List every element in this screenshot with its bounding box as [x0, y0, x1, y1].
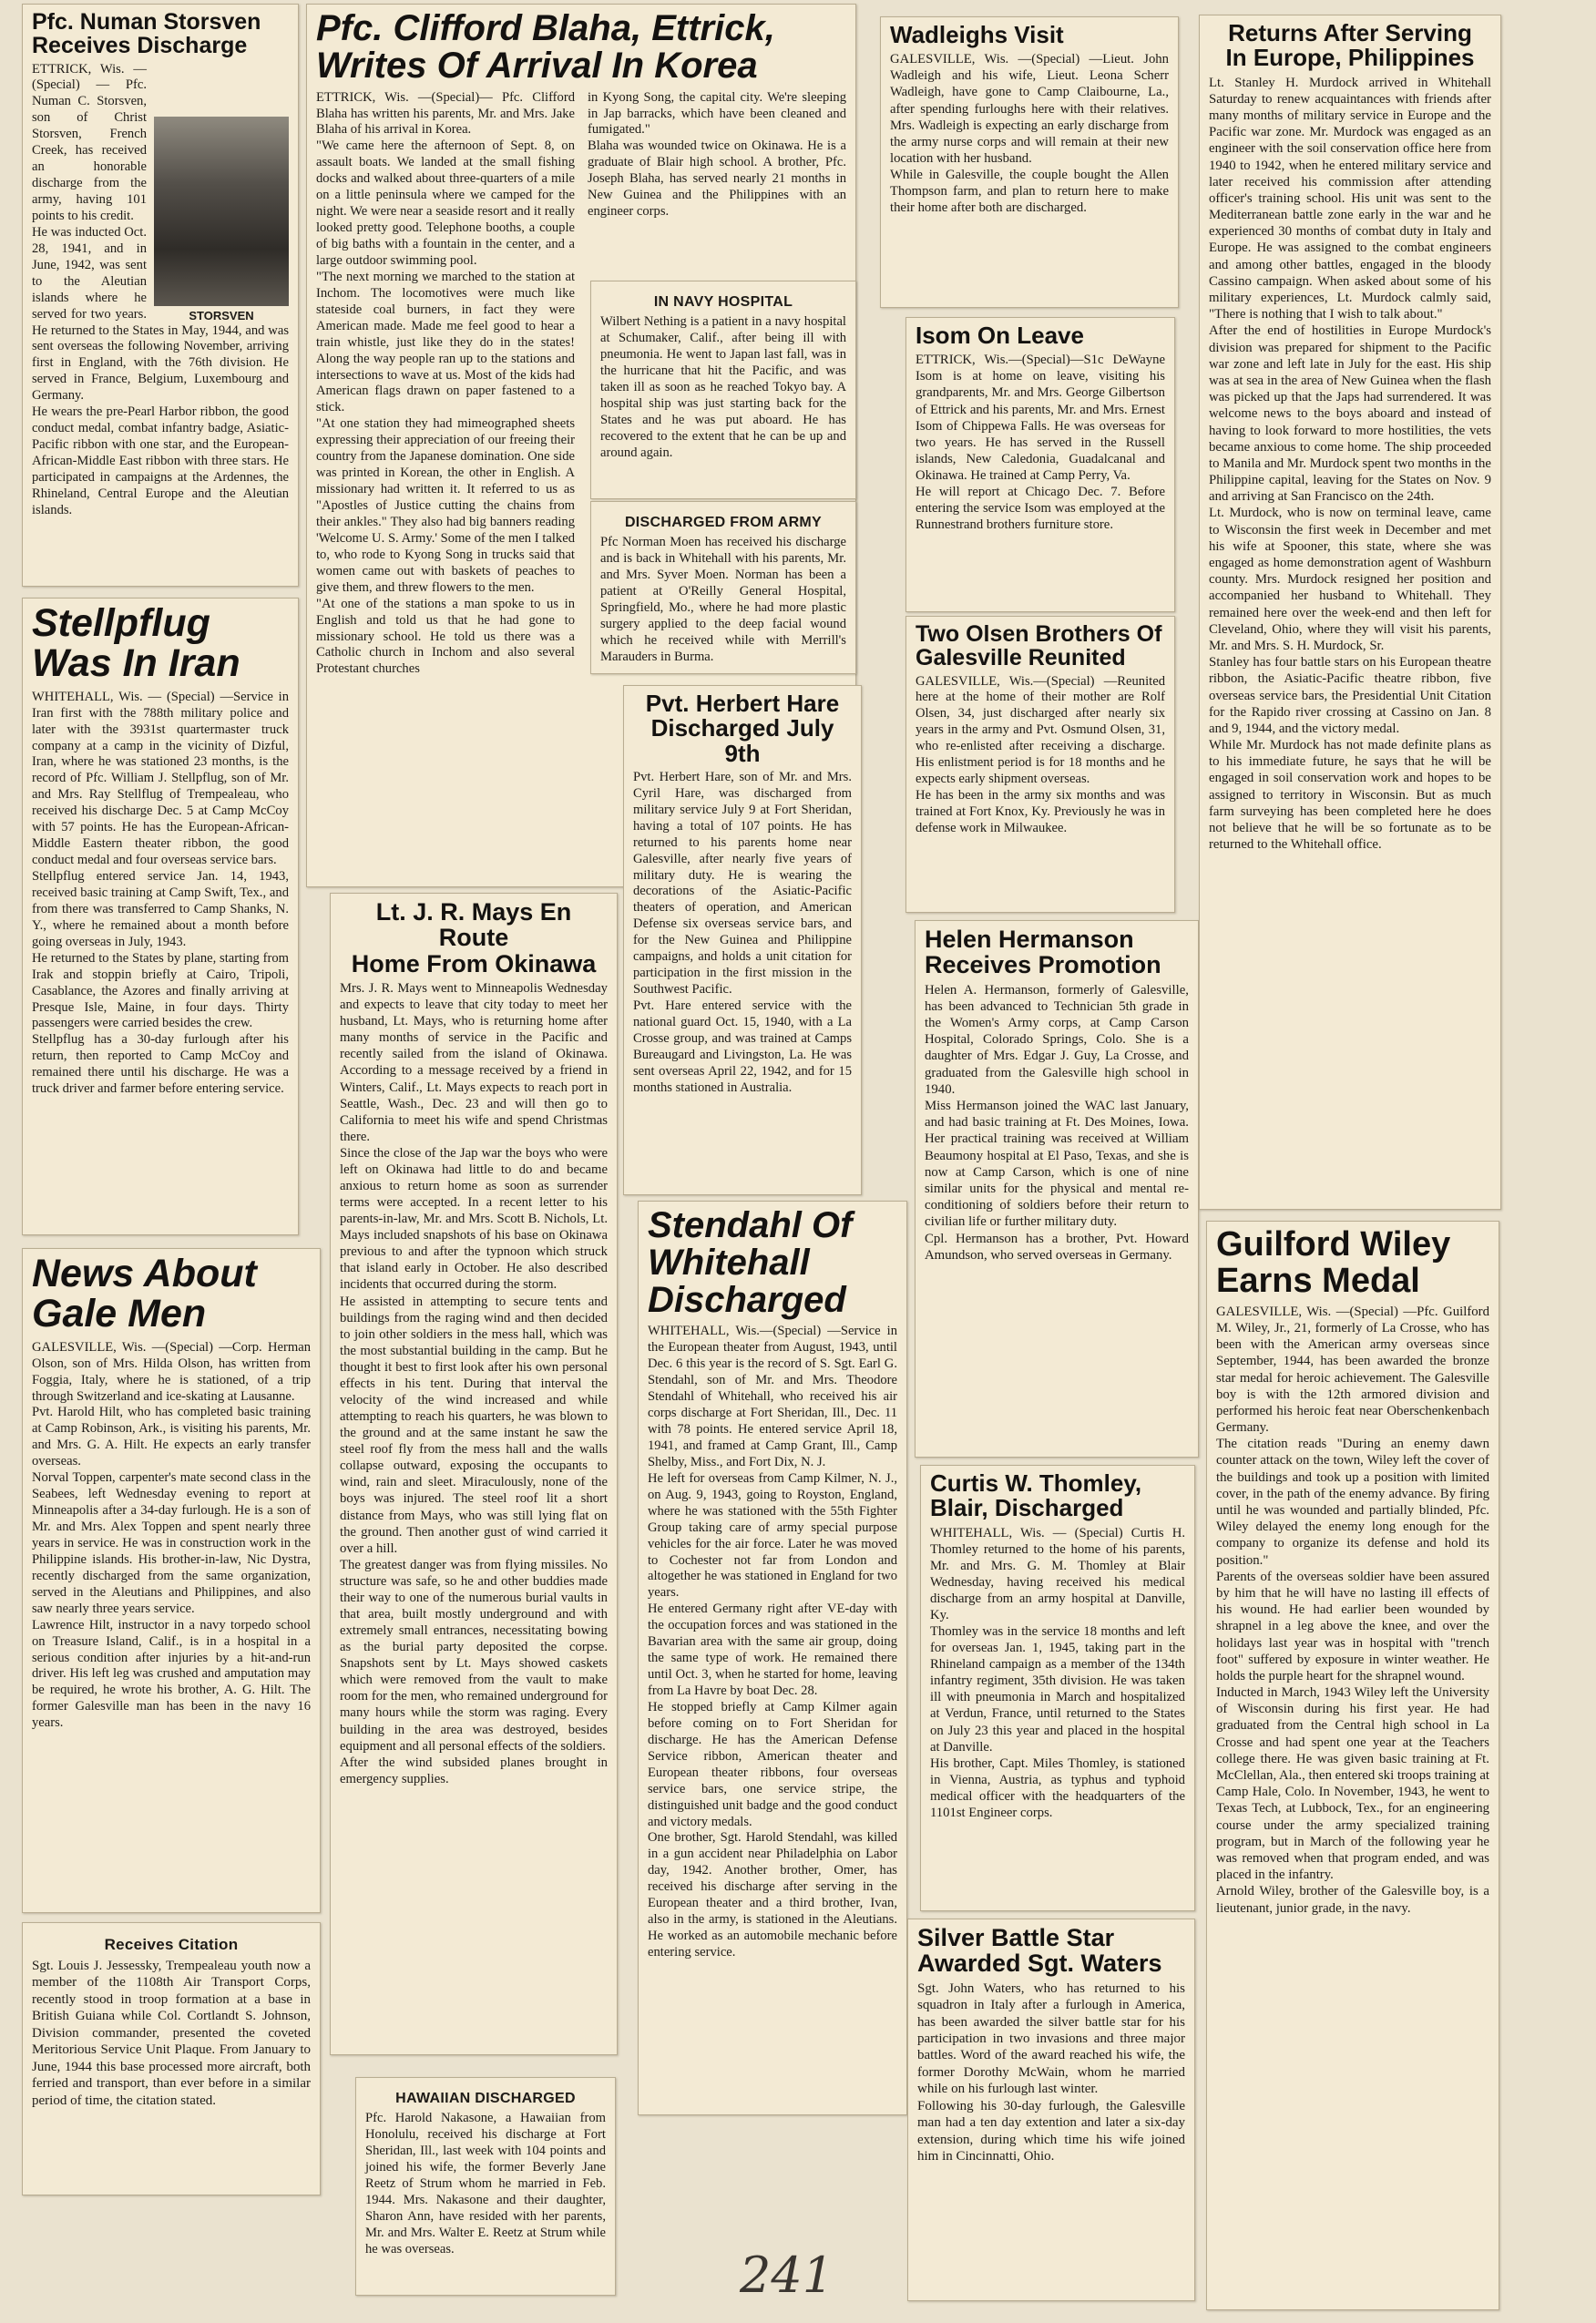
clipping-isom: [905, 317, 1175, 612]
article-body-olsen: GALESVILLE, Wis.—(Special) —Reunited here at the home of their mother are Rolf Olsen, 34, just discharged after nearly six years in the army and Pvt. Osmund Olsen, 31, who re-enlisted after receiving a discharge. His enlistment period is for 18 months and he expects early shipment overseas. He has been in the army six months and was trained at Fort Knox, Ky. Previously he was in defense work in Milwaukee.: [916, 673, 1165, 835]
article-body-waters: Sgt. John Waters, who has returned to his squadron in Italy after a furlough in America, has been awarded the silver battle star for his participation in two invasions and three major battles. Word of the award reached his wife, the former Dorothy McWain, whom he married while on his furlough last winter. Following his 30-day furlough, the Galesville man had a ten day extention and later a six-day extension, during which time his wife joined him in Cincinnatti, Ohio.: [917, 1980, 1185, 2164]
headline-wiley: Guilford Wiley Earns Medal: [1216, 1225, 1451, 1300]
clipping-mays: [330, 893, 618, 2055]
portrait-photo-storsven: [154, 117, 289, 322]
article-body-citation: Sgt. Louis J. Jessessky, Trempealeau youth now a member of the 1108th Air Transport Corps, recently stood in troop formation at a base in British Guiana while Col. Cortlandt S. Johnson, Division commander, presented the coveted Meritorious Service Unit Plaque. From January to June, 1944 this base processed more aircraft, both ferried and transport, than ever before in a similar period of time, the citation stated.: [32, 1959, 311, 2108]
article-body-murdock: Lt. Stanley H. Murdock arrived in Whitehall Saturday to renew acquaintances with friends after many months of military service in Europe and the Pacific war zone. Mr. Murdock was engaged as an engineer with the soil conservation office here from 1940 to 1942, when he entered military service and later received his commission after attending officer's training school. His unit was sent to the Mediterranean battle zone early in the war and he experienced 30 months of combat duty in Italy and Europe. He was assigned to the combat engineers and among other battles, engaged in the bloody Cassino campaign. When asked about some of his military experiences, Lt. Murdock calmly said, "There is nothing that I wish to talk about." After the end of hostilities in Europe Murdock's division was prepared for shipment to the Pacific war zone and left late in July for the east. His ship was at sea in the area of New Guinea when the flash was picked up that the Japs had surrendered. It was welcome news to the boys aboard and instead of having to look forward to more hostilities, the vets became anxious to come home. The ship proceeded to Manila and Mr. Murdock spent two months in the Philippine capital, leaving for the States on Nov. 9 and arriving at San Francisco on the 24th. Lt. Murdock, who is now on terminal leave, came to Wisconsin the first week in December and met his wife at Spooner, this state, where she was engaged as home demonstration agent of Washburn county. Mrs. Murdock resigned her position and accompanied her husband to Whitehall. They remained here over the week-end and then left for Cleveland, Ohio, where they will visit his parents, Mr. and Mrs. S. H. Murdock, Sr. Stanley has four battle stars on his European theatre ribbon, the Asiatic-Pacific theatre ribbon, five overseas service bars, the Presidential Unit Citation for the Rapido river crossing at Cassino on Jan. 8 and 9, 1944, and the victory medal. While Mr. Murdock has not made definite plans as to his immediate future, he says that he will be engaged in soil conservation work and hopes to be assigned to territory in Wisconsin. But as much farm surveying has been completed here he does not believe that he will be so fortunate as to be returned to the Whitehall office.: [1209, 75, 1491, 853]
headline-gale-men: News About Gale Men: [32, 1252, 257, 1335]
clipping-stendahl: [638, 1201, 907, 2115]
headline-nakasone: HAWAIIAN DISCHARGED: [395, 2091, 576, 2106]
headline-thomley: Curtis W. Thomley, Blair, Discharged: [930, 1469, 1142, 1522]
article-body-stellpflug: WHITEHALL, Wis. — (Special) —Service in Iran first with the 788th military police and later with the 3931st quartermaster truck company at a camp in the vicinity of Dizful, Iran, where he was stationed 23 months, is the record of Pfc. William J. Stellpflug, son of Mr. and Mrs. Ray Stellflug of Trempealeau, who received his discharge Dec. 5 at Camp McCoy with 57 points. He has the European-African-Middle Eastern theater ribbon, the good conduct medal and four overseas service bars. Stellpflug entered service Jan. 14, 1943, received basic training at Camp Swift, Tex., and from there was transferred to Camp Shanks, N. Y., where he remained about a month before going overseas in July, 1943. He returned to the States by plane, starting from Irak and stoppin briefly at Cairo, Tripoli, Casablance, the Azores and finally arriving at Presque Isle, Maine, in four days. Thirty passengers were carried besides the crew. Stellpflug has a 30-day furlough after his return, then reported to Camp McCoy and remained there until his discharge. He was a truck driver and farmer before entering service.: [32, 689, 289, 1097]
article-body-moen: Pfc Norman Moen has received his discharge and is back in Whitehall with his parents, Mr. and Mrs. Syver Moen. Norman has been a patient at O'Reilly General Hospital, Springfield, Mo., where he had more plastic surgery applied to the deep facial wound which he received while with Merrill's Marauders in Burma.: [600, 535, 846, 664]
clipping-storsven: [22, 4, 299, 587]
photo-caption-storsven: STORSVEN: [189, 308, 254, 322]
article-body-thomley: WHITEHALL, Wis. — (Special) Curtis H. Thomley returned to the home of his parents, Mr. and Mrs. G. M. Thomley at Blair Wednesday, having received his medical discharge from an army hospital at Danville, Ky. Thomley was in the service 18 months and left for overseas Jan. 1, 1945, taking part in the Rhineland campaign as a member of the 134th infantry regiment, 35th division. He was taken ill with pneumonia in March and hospitalized at Verdun, France, until returned to the States on July 23 this year and placed in the hospital at Danville. His brother, Capt. Miles Thomley, is stationed in Vienna, Austria, as typhus and typhoid medical officer with the headquarters of the 1101st Engineer corps.: [930, 1525, 1185, 1820]
headline-mays: Lt. J. R. Mays En Route Home From Okinawa: [351, 898, 597, 977]
article-body-navy-hospital: Wilbert Nething is a patient in a navy hospital at Schumaker, Calif., after being ill with pneumonia. He went to Japan last fall, was in the hurricane that hit the Pacific, and was taken ill as soon as he reached Tokyo bay. A hospital ship was just starting back for the States and he was put aboard. He has recovered to the extent that he can be up and around again.: [600, 314, 846, 460]
clipping-stellpflug: [22, 598, 299, 1235]
clipping-wiley: [1206, 1221, 1499, 2310]
clipping-nakasone: [355, 2077, 616, 2296]
headline-storsven: Pfc. Numan Storsven Receives Discharge: [32, 9, 261, 59]
article-body-hare: Pvt. Herbert Hare, son of Mr. and Mrs. Cyril Hare, was discharged from military service July 9 at Fort Sheridan, having a total of 107 points. He has returned to his parents home near Galesville, after nearly five years of military duty. He is wearing the decorations of the Asiatic-Pacific theaters of operation, and American Defense six overseas service bars, and for the New Guinea and Philippine campaigns, and holds a unit citation for participation in the first mission in the Southwest Pacific. Pvt. Hare entered service with the national guard Oct. 15, 1940, with a La Crosse group, and was trained at Camps Bureaugard and Livingston, La. He was sent overseas April 22, 1942, and for 15 months stationed in Australia.: [633, 769, 852, 1095]
article-body-mays: Mrs. J. R. Mays went to Minneapolis Wednesday and expects to leave that city today to meet her husband, Lt. Mays, who is returning home after many months of service in the Pacific and recently sailed from the island of Okinawa. According to a message received by a friend in Winters, Calif., Lt. Mays expects to reach port in Seattle, Wash., Dec. 23 and will then go to California to meet his wife and spend Christmas there. Since the close of the Jap war the boys who were left on Okinawa had little to do and became anxious to return home as soon as surrender terms were accepted. In a recent letter to his parents-in-law, Mr. and Mrs. Scott B. Nichols, Lt. Mays included snapshots of his base on Okinawa previous to and after the typnoon which struck that island early in October. He also described incidents that occurred during the storm. He assisted in attempting to secure tents and buildings from the raging wind and then decided to join other soldiers in the mess hall, which was the most substantial building in the camp. But he thought it best to first look after his own personal effects in his tent. During that interval the velocity of the wind increased and while attempting to reach his quarters, he was blown to the ground and at the same instant he saw the steel roof fly from the mess hall and the walls collapse outward, exposing the occupants to wind, rain and sleet. Miraculously, none of the boys was injured. The steel roof lit a short distance from Mays, who was still lying flat on the ground. Then another gust of wind carried it over a hill. The greatest danger was from flying missiles. No structure was safe, so he and other buddies made their way to one of the numerous burial vaults in that area, built mostly underground and with extremely small entrances, necessitating bowing as the burial party deposited the corpse. Snapshots sent by Lt. Mays showed caskets which were removed from the vault to make room for the men, who remained underground for many hours while the storm was raging. Every building in the area was destroyed, besides equipment and all personal effects of the soldiers. After the wind subsided planes brought in emergency supplies.: [340, 981, 608, 1786]
clipping-olsen: [905, 616, 1175, 913]
clipping-thomley: [920, 1465, 1195, 1911]
headline-isom: Isom On Leave: [916, 322, 1084, 349]
clipping-hermanson: [915, 920, 1199, 1458]
article-body-isom: ETTRICK, Wis.—(Special)—S1c DeWayne Isom is at home on leave, visiting his grandparents, Mr. and Mrs. George Gilbertson of Ettrick and his parents, Mr. and Mrs. Ernest Isom of Chippewa Falls. He was overseas for two years. He has served in the Russell islands, New Caledonia, Guadalcanal and Okinawa. He trained at Camp Perry, Va. He will report at Chicago Dec. 7. Before entering the service Isom was employed at the Runnestrand brothers furniture store.: [916, 353, 1165, 533]
headline-stellpflug: Stellpflug Was In Iran: [32, 601, 240, 685]
clipping-murdock: [1199, 15, 1501, 1210]
headline-waters: Silver Battle Star Awarded Sgt. Waters: [917, 1924, 1162, 1978]
clipping-navy-hospital: [590, 281, 856, 499]
headline-wadleigh: Wadleighs Visit: [890, 21, 1064, 48]
clipping-gale-men: [22, 1248, 321, 1913]
article-body-blaha-col1: ETTRICK, Wis. —(Special)— Pfc. Clifford Blaha has written his parents, Mr. and Mrs. Jake Blaha of his arrival in Korea. "We came here the afternoon of Sept. 8, on assault boats. We landed at the small fishing docks and walked about three-quarters of a mile on a little peninsula where we camped for the night. We were near a seaside resort and it really looked pretty good. Telephone booths, a couple of big baths with a fountain in the center, and a large outdoor swimming pool. "The next morning we marched to the station at Inchom. The locomotives were much like stateside coal burners, in fact they were American made. Made me feel good to hear a train whistle, just like they do in the states! Along the way people ran up to the stations and intersections to wave at us. Most of the kids had American flags drawn on paper fastened to a stick. "At one station they had mimeographed sheets expressing their appreciation of our freeing their country from the Japanese domination. One side was printed in Korean, the other in English. A missionary had written it. It referred to us as "Apostles of Justice cutting the chains from their ankles." They also had big banners reading 'Welcome U. S. Army.' Some of the men I talked to, who rode to Kyong Song in trucks said that women came out with baskets of peaches to give them, and threw flowers to the men. "At one of the stations a man spoke to us in English and told us that he had gone to missionary school. He told us there was a Catholic church in Inchom and also several Protestant churches: [316, 89, 575, 677]
page-number: 241: [740, 2246, 834, 2304]
headline-citation: Receives Citation: [104, 1936, 239, 1953]
clipping-moen: [590, 501, 856, 674]
article-body-storsven: ETTRICK, Wis. — (Special) — Pfc. Numan C. Storsven, son of Christ Storsven, French Creek, has received an honorable discharge from the army, having 101 points to his credit. He was inducted Oct. 28, 1941, and in June, 1942, was sent to the Aleutian islands where he served for two years. He returned to the States in May, 1944, and was sent overseas the following November, arriving first in England, with the 76th division. He served in France, Belgium, Luxembourg and Germany. He wears the pre-Pearl Harbor ribbon, the good conduct medal, combat infantry badge, Asiatic-Pacific ribbon with one star, and the European-African-Middle East ribbon with three stars. He participated in campaigns at the Ardennes, the Rhineland, Central Europe and the Aleutian islands.: [32, 61, 289, 517]
headline-navy-hospital: IN NAVY HOSPITAL: [653, 294, 793, 310]
article-body-gale-men: GALESVILLE, Wis. —(Special) —Corp. Herman Olson, son of Mrs. Hilda Olson, has written from Foggia, Italy, where he is stationed, of a trip through Switzerland and ice-skating at Lausanne. Pvt. Harold Hilt, who has completed basic training at Camp Robinson, Ark., is visiting his parents, Mr. and Mrs. G. A. Hilt. He expects an early transfer overseas. Norval Toppen, carpenter's mate second class in the Seabees, left Wednesday evening to report at Minneapolis after a 34-day furlough. He is a son of Mr. and Mrs. Alex Toppen and spent nearly three years in service. He was in construction work in the Philippine islands. His brother-in-law, Nic Dystra, recently discharged from the same organization, served in the Aleutians and Philippines, and also saw nearly three years service. Lawrence Hilt, instructor in a navy torpedo school on Treasure Island, Calif., is in a hospital in a serious condition after injuries by a hit-and-run driver. His left leg was crushed and amputation may be required, he wrote his brother, A. G. Hilt. The former Galesville man has been in the navy 16 years.: [32, 1339, 311, 1731]
headline-stendahl: Stendahl Of Whitehall Discharged: [648, 1205, 853, 1320]
headline-moen: DISCHARGED FROM ARMY: [624, 515, 823, 530]
clipping-waters: [907, 1919, 1195, 2301]
clipping-wadleigh: [880, 16, 1179, 308]
clipping-citation: [22, 1922, 321, 2195]
article-body-wadleigh: GALESVILLE, Wis. —(Special) —Lieut. John Wadleigh and his wife, Lieut. Leona Scherr Wadleigh, have gone to Camp Claibourne, La., after spending furloughs here with their relatives. Mrs. Wadleigh is expecting an early discharge from the army nurse corps and will remain at their new location with her husband. While in Galesville, the couple bought the Allen Thompson farm, and plan to return here to make their home after both are discharged.: [890, 52, 1169, 215]
article-body-wiley: GALESVILLE, Wis. —(Special) —Pfc. Guilford M. Wiley, Jr., 21, formerly of La Crosse, who has been with the American army overseas since September, 1944, has been awarded the bronze star medal for heroic achievement. The Galesville boy is with the 12th armored division and performed his heroic feat near Oberschenkenbach Germany. The citation reads "During an enemy dawn counter attack on the town, Wiley left the cover of the buildings and took up a position with limited cover, in the path of the enemy advance. By firing until he was wounded and partially blinded, Pfc. Wiley delayed the enemy long enough for the company to organize its defense and hold its position." Parents of the overseas soldier have been assured by him that he will have no lasting ill effects of his wound. He had earlier been wounded by shrapnel in a leg above the knee, and over the holidays last year was in hospital with "trench foot" suffered by exposure in winter weather. He holds the purple heart for the shrapnel wound. Inducted in March, 1943 Wiley left the University of Wisconsin during his first year. He had graduated from the Central high school in La Crosse and had spent one year at the Teachers college there. He was given basic training at Ft. McClellan, Ala., then entered ski troops training at Camp Hale, Colo. In November, 1943, he went to Texas Tech, at Lubbock, Tex., for an engineering course under the army specialized training program, but in March of the following year he was removed when that program ended, and was placed in the infantry. Arnold Wiley, brother of the Galesville boy, is a lieutenant, junior grade, in the navy.: [1216, 1304, 1489, 1916]
article-body-stendahl: WHITEHALL, Wis.—(Special) —Service in the European theater from August, 1943, until Dec. 6 this year is the record of S. Sgt. Earl G. Stendahl, son of Mr. and Mrs. Theodore Stendahl of Whitehall, who received his air corps discharge at Fort Sheridan, Ill., Dec. 11 with 78 points. He entered service April 18, 1941, and framed at Camp Grant, Ill., Camp Shelby, Miss., and Fort Dix, N. J. He left for overseas from Camp Kilmer, N. J., on Aug. 9, 1943, going to Royston, England, where he was stationed with the 55th Fighter Group taking care of army special purpose vehicles for the air force. Later he was moved to Cochester not far from London and altogether he was stationed in England for two years. He entered Germany right after VE-day with the occupation forces and was stationed in the Bavarian area with the same air group, doing the same type of work. He remained there until Oct. 3, when he started for home, leaving from La Havre by boat Dec. 28. He stopped briefly at Camp Kilmer again before coming on to Fort Sheridan for discharge. He has the American Defense Service ribbon, American theater and European theater ribbons, four overseas service bars, one service stripe, the distinguished unit badge and the good conduct and victory medals. One brother, Sgt. Harold Stendahl, was killed in a gun accident near Philadelphia on Labor day, 1942. Another brother, Omer, has received his discharge after serving in the European theater and a third brother, Ivan, also in the army, is stationed in the Aleutians. He worked as an automobile mechanic before entering service.: [648, 1324, 897, 1960]
article-body-nakasone: Pfc. Harold Nakasone, a Hawaiian from Honolulu, received his discharge at Fort Sheridan, Ill., last week with 104 points and joined his wife, the former Beverly Jane Reetz of Strum whom he married in Feb. 1944. Mrs. Nakasone and their daughter, Sharon Ann, have resided with her parents, Mr. and Mrs. Walter E. Reetz at Strum while he was overseas.: [365, 2111, 606, 2256]
article-body-blaha-col2: in Kyong Song, the capital city. We're sleeping in Jap barracks, which have been cleaned and fumigated." Blaha was wounded twice on Okinawa. He is a graduate of Blair high school. A brother, Pfc. Joseph Blaha, has served nearly 21 months in New Guinea and the Philippines with an engineer corps.: [588, 89, 846, 220]
headline-blaha: Pfc. Clifford Blaha, Ettrick, Writes Of Arrival In Korea: [316, 8, 775, 86]
clipping-hare: [623, 685, 862, 1195]
headline-hare: Pvt. Herbert Hare Discharged July 9th: [645, 690, 840, 767]
headline-murdock: Returns After Serving In Europe, Philippines: [1225, 19, 1475, 72]
article-body-hermanson: Helen A. Hermanson, formerly of Galesville, has been advanced to Technician 5th grade in the Women's Army corps, at Camp Carson Hospital, Colorado Springs, Colo. She is a daughter of Mrs. Edgar J. Guy, La Crosse, and graduated from the Galesville high school in 1940. Miss Hermanson joined the WAC last January, and had basic training at Ft. Des Moines, Iowa. Her practical training was received at William Beaumony hospital at El Paso, Texas, and she is now at Camp Carson, which is one of nine similar units for the physical and mental re-conditioning of soldiers before their return to civilian life or further military duty. Cpl. Hermanson has a brother, Pvt. Howard Amundson, who served overseas in Germany.: [925, 982, 1189, 1263]
headline-hermanson: Helen Hermanson Receives Promotion: [925, 926, 1161, 979]
headline-olsen: Two Olsen Brothers Of Galesville Reunited: [916, 621, 1162, 671]
